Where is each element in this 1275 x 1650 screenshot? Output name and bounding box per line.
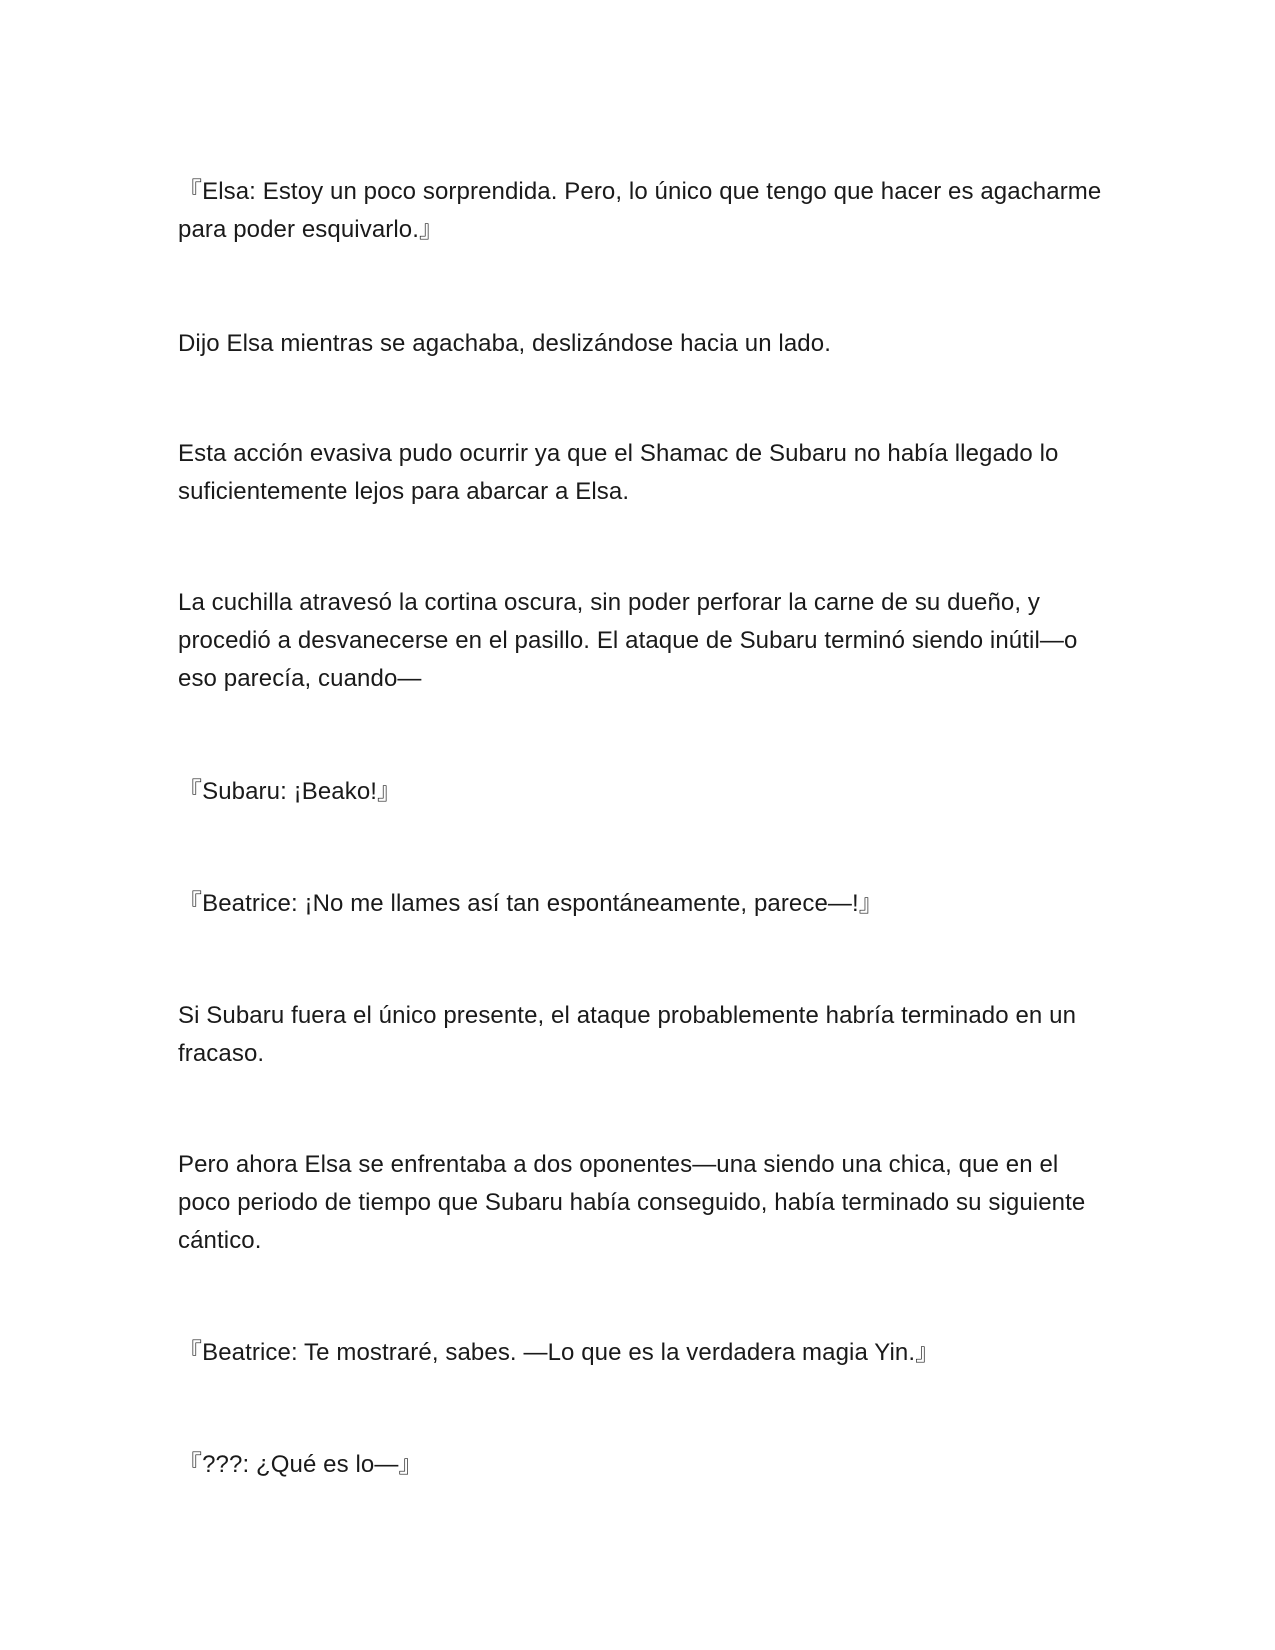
paragraph-beatrice-dialogue-2: 『Beatrice: Te mostraré, sabes. —Lo que es la verdadera magia Yin.』 [178, 1339, 940, 1366]
paragraph-unknown-dialogue: 『???: ¿Qué es lo—』 [178, 1451, 423, 1478]
paragraph-narration-1: Dijo Elsa mientras se agachaba, deslizándose hacia un lado. [178, 330, 831, 357]
paragraph-narration-3: La cuchilla atravesó la cortina oscura, sin poder perforar la carne de su dueño, y procedió a desvanecerse en el pasillo. El ataque de Subaru terminó siendo inútil—o eso parecía, cuando— [178, 589, 1078, 692]
paragraph-narration-4: Si Subaru fuera el único presente, el ataque probablemente habría terminado en un fracaso. [178, 1002, 1077, 1067]
paragraph-narration-2: Esta acción evasiva pudo ocurrir ya que el Shamac de Subaru no había llegado lo suficientemente lejos para abarcar a Elsa. [178, 440, 1059, 505]
paragraph-narration-5: Pero ahora Elsa se enfrentaba a dos oponentes—una siendo una chica, que en el poco periodo de tiempo que Subaru había conseguido, había terminado su siguiente cántico. [178, 1151, 1086, 1254]
paragraph-subaru-dialogue: 『Subaru: ¡Beako!』 [178, 778, 402, 805]
paragraph-elsa-dialogue: 『Elsa: Estoy un poco sorprendida. Pero, lo único que tengo que hacer es agacharme para poder esquivarlo.』 [178, 178, 1102, 243]
paragraph-beatrice-dialogue-1: 『Beatrice: ¡No me llames así tan espontáneamente, parece—!』 [178, 890, 883, 917]
